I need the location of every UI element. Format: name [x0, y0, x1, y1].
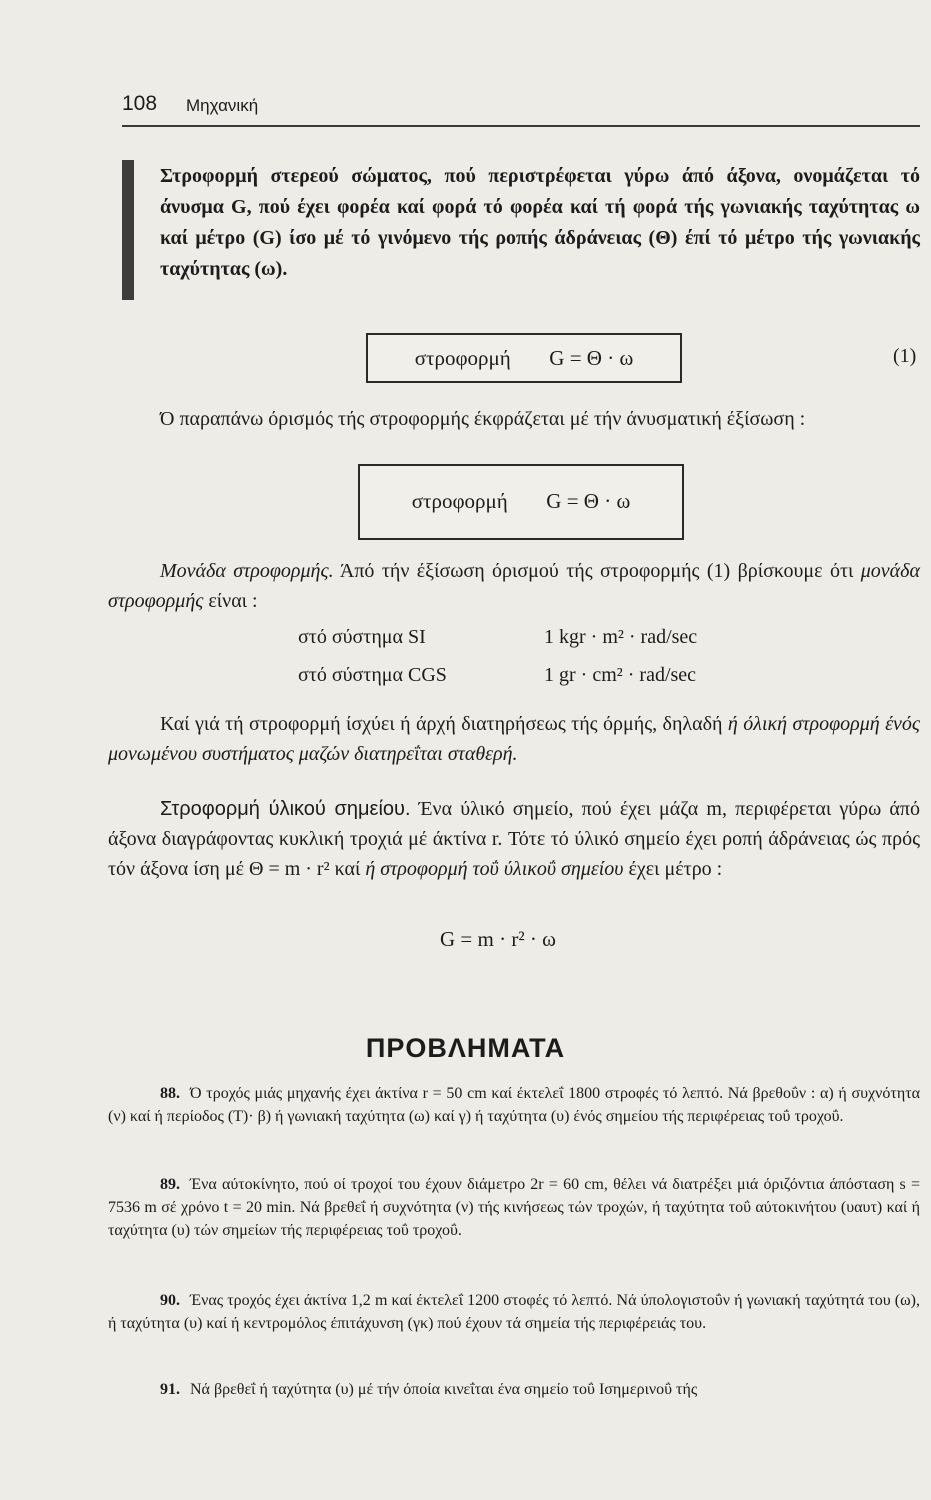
vector-equation-intro: [108, 404, 920, 434]
unit-paragraph: [108, 556, 920, 616]
problems-heading: ΠΡΟΒΛΗΜΑΤΑ: [365, 1033, 566, 1063]
header-rule: [122, 125, 920, 127]
unit-system-si: στό σύστημα SI: [298, 626, 426, 648]
point-mass-text: Ένα ύλικό σημείο, πού έχει μάζα m, περιφέρεται γύρω άπό άξονα διαγράφοντας κυκλική τροχιά μέ άκτίνα r. Τότε τό ύλικό σημείο έχει ροπή άδράνειας ώς πρός τόν άξονα ίση μέ Θ = m · r² καί: [108, 798, 920, 880]
unit-system-cgs: στό σύστημα CGS: [298, 664, 447, 686]
page-number: 108: [122, 92, 158, 115]
problem-90-number: 90.: [160, 1292, 180, 1309]
problem-91-text: Νά βρεθεΐ ή ταχύτητα (υ) μέ τήν όποία κινεΐται ένα σημείο τοΰ Ισημερινοΰ τής: [190, 1381, 698, 1398]
conservation-emph: ή όλική στροφορμή ένός μονωμένου συστήματος μαζών διατηρεΐται σταθερή.: [108, 713, 921, 765]
equation-box-2: [358, 464, 684, 540]
equation-2-formula: G = Θ · ω: [546, 489, 631, 513]
equation-1-number: (1): [893, 345, 917, 367]
angular-momentum-definition: Στροφορμή στερεού σώματος, πού περιστρέφεται γύρω άπό άξονα, ονομάζεται τό άνυσμα G, πού έχει φορέα καί φορά τό φορέα καί τή φορά τής γωνιακής ταχύτητας ω καί μέτρο (G) ίσο μέ τό γινόμενο τής ροπής άδράνειας (Θ) έπί τό μέτρο τής γωνιακής ταχύτητας (ω).: [160, 165, 920, 280]
equation-box-1: [366, 333, 682, 383]
problem-89-number: 89.: [160, 1176, 180, 1193]
problem-90: [108, 1289, 920, 1335]
problem-91-number: 91.: [160, 1381, 180, 1398]
problem-88-number: 88.: [160, 1085, 180, 1102]
problem-89-text: Ένα αύτοκίνητο, πού οί τροχοί του έχουν διάμετρο 2r = 60 cm, θέλει νά διατρέξει μιά όριζόντια άπόσταση s = 7536 m σέ χρόνο t = 20 min. Νά βρεθεΐ ή συχνότητα (ν) τής κινήσεως τών τροχών, ή ταχύτητα τοΰ αύτοκινήτου (υαυτ) καί ή ταχύτητα (υ) τών σημείων τής περιφέρειας τοΰ τροχοΰ.: [108, 1176, 920, 1239]
point-mass-formula: G = m · r² · ω: [440, 927, 556, 951]
problem-88: [108, 1082, 920, 1128]
problem-88-text: Ό τροχός μιάς μηχανής έχει άκτίνα r = 50 cm καί έκτελεΐ 1800 στροφές τό λεπτό. Νά βρεθοΰν : α) ή συχνότητα (ν) καί ή περίοδος (Τ)· β) ή γωνιακή ταχύτητα (ω) καί γ) ή ταχύτητα (υ) ένός σημείου τής περιφέρειας τοΰ τροχοΰ.: [108, 1085, 920, 1125]
unit-value-si: 1 kgr · m² · rad/sec: [544, 626, 698, 648]
section-title: Μηχανική: [186, 96, 259, 115]
page-header: [122, 92, 922, 124]
conservation-paragraph: [108, 709, 920, 769]
equation-1-formula: G = Θ · ω: [549, 346, 634, 370]
unit-title: Μονάδα στροφορμής.: [160, 560, 334, 582]
definition-marker-bar: [122, 160, 134, 300]
point-mass-paragraph: [108, 794, 920, 884]
problem-90-text: Ένας τροχός έχει άκτίνα 1,2 m καί έκτελεΐ 1200 στοφές τό λεπτό. Νά ύπολογιστοΰν ή γωνιακή ταχύτητά του (ω), ή ταχύτητα (υ) καί ή κεντρομόλος έπιτάχυνση (γκ) πού έχουν τά σημεία τής περιφέρειάς του.: [108, 1292, 920, 1332]
equation-1-label: στροφορμή: [414, 346, 511, 370]
problem-91: [108, 1378, 920, 1401]
point-mass-text-end: έχει μέτρο :: [623, 858, 723, 880]
unit-value-cgs: 1 gr · cm² · rad/sec: [544, 664, 697, 686]
point-mass-emph: ή στροφορμή τοΰ ύλικοΰ σημείου: [365, 858, 624, 880]
conservation-text: Καί γιά τή στροφορμή ίσχύει ή άρχή διατηρήσεως τής όρμής, δηλαδή: [160, 713, 728, 735]
problem-89: [108, 1173, 920, 1242]
unit-text: Άπό τήν έξίσωση όρισμού τής στροφορμής (1) βρίσκουμε ότι: [339, 560, 861, 582]
vector-intro-text: Ό παραπάνω όρισμός τής στροφορμής έκφράζεται μέ τήν άνυσματική έξίσωση :: [160, 408, 806, 430]
unit-emph: μονάδα στροφορμής: [108, 560, 920, 612]
point-mass-title: Στροφορμή ύλικού σημείου.: [160, 798, 411, 820]
equation-2-label: στροφορμή: [411, 489, 508, 513]
unit-text-end: είναι :: [203, 590, 258, 612]
